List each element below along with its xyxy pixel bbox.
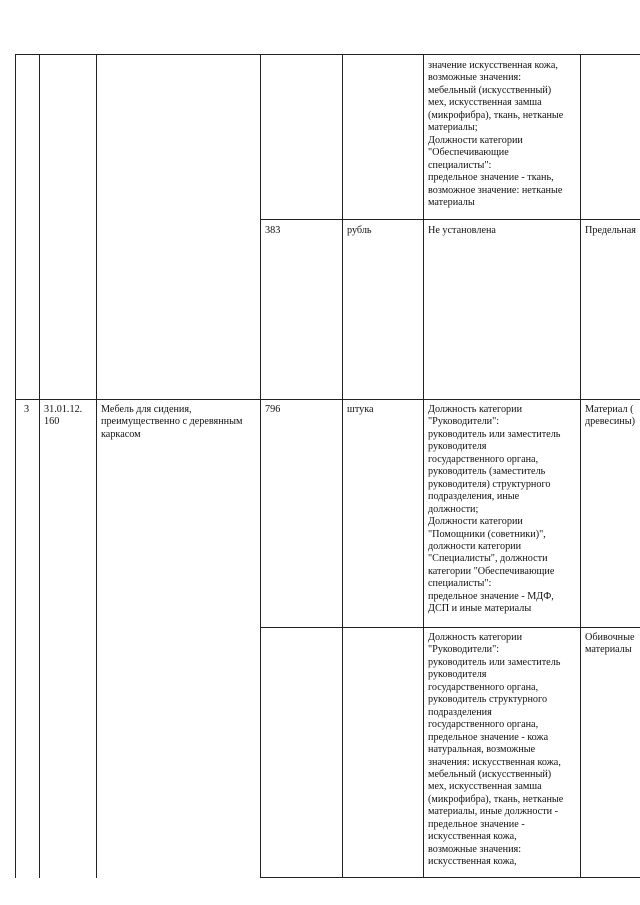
column-divider — [580, 54, 581, 878]
table-bottom-border — [260, 877, 640, 878]
row-number-cell: 3 — [24, 404, 30, 415]
column-divider — [260, 54, 261, 878]
characteristic-cell: Обивочные материалы — [585, 632, 635, 656]
row-divider — [15, 399, 640, 400]
column-divider — [423, 54, 424, 878]
column-divider — [15, 54, 16, 878]
requirement-cell: значение искусственная кожа, возможные значения: мебельный (искусственный) мех, искусственная замша (микрофибра), ткань, нетканые материалы; Должности категории "Обеспечивающие специалисты": предельное значение - ткань, возможное значение: нетканые материалы — [428, 60, 564, 208]
requirement-cell: Не установлена — [428, 225, 496, 236]
column-divider — [39, 54, 40, 878]
column-divider — [342, 54, 343, 878]
column-divider — [96, 54, 97, 878]
okpd-code-cell: 31.01.12. 160 — [44, 404, 83, 428]
code-cell: 796 — [265, 404, 281, 415]
row-divider — [260, 219, 640, 220]
characteristic-cell: Материал ( древесины) — [585, 404, 635, 428]
table-top-border — [15, 54, 640, 55]
code-cell: 383 — [265, 225, 281, 236]
item-name-cell: Мебель для сидения, преимущественно с деревянным каркасом — [101, 404, 243, 440]
characteristic-cell: Предельная — [585, 225, 636, 236]
requirement-cell: Должность категории "Руководители": руководитель или заместитель руководителя государственного органа, руководитель структурного подразделения государственного органа, предельное значение - кожа натуральная, возможные значения: искусственная кожа, мебельный (искусственный) мех, искусственная замша (микрофибра), ткань, нетканые материалы, иные должности - предельное значение - искусственная кожа, возможные значения: искусственная кожа, — [428, 632, 564, 868]
row-divider — [260, 627, 640, 628]
requirement-cell: Должность категории "Руководители": руководитель или заместитель руководителя государственного органа, руководитель (заместитель руководителя) структурного подразделения, иные должности; Должности категории "Помощники (советники)", должности категории "Специалисты", должности категории "Обеспечивающие специалисты": предельное значение - МДФ, ДСП и иные материалы — [428, 404, 561, 615]
unit-cell: рубль — [347, 225, 372, 236]
unit-cell: штука — [347, 404, 374, 415]
